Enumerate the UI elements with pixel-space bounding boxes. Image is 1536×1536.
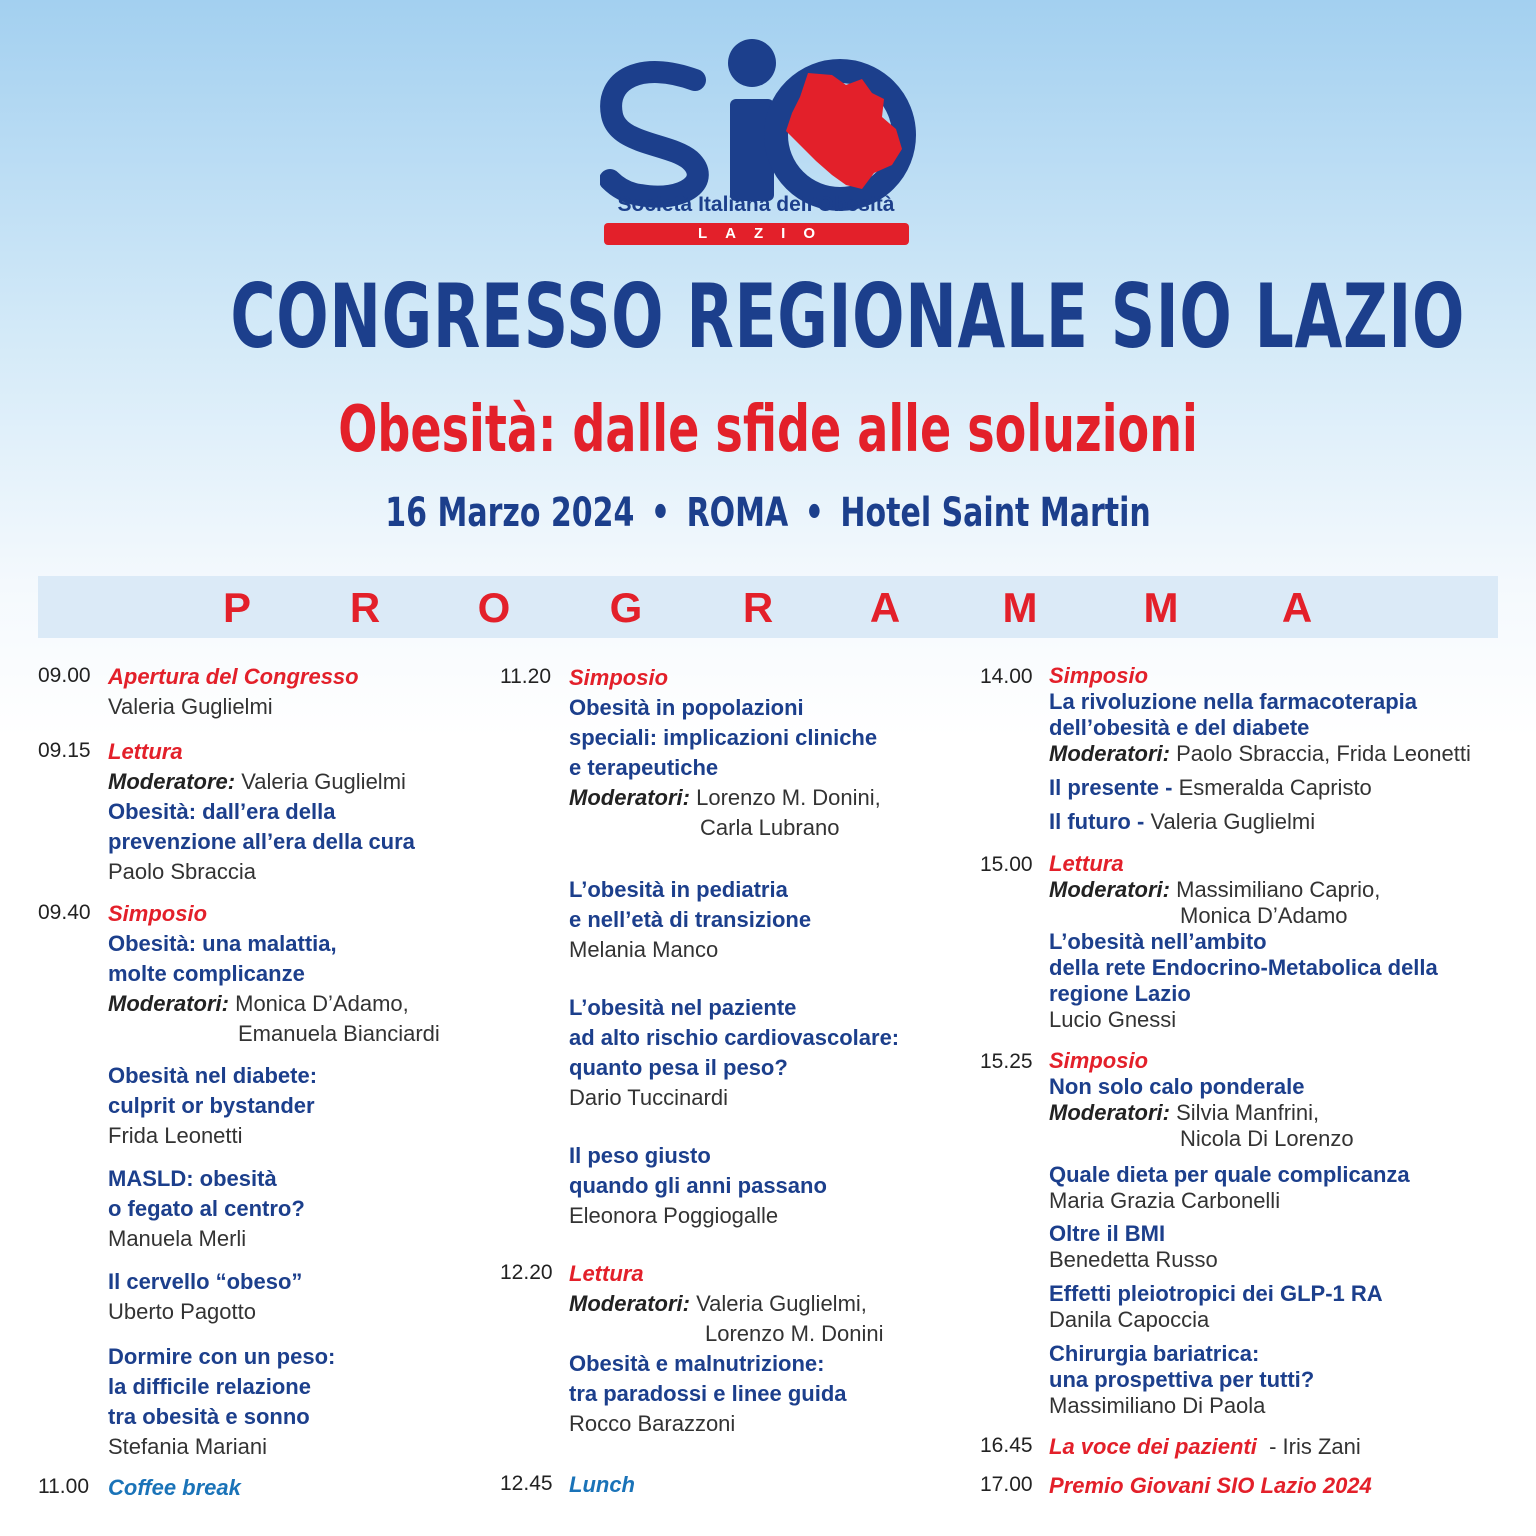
program-letter: P (222, 584, 251, 631)
session-title: Premio Giovani SIO Lazio 2024 (1049, 1473, 1372, 1498)
moderator-label: Moderatori: (1049, 877, 1170, 902)
speaker-name: Massimiliano Di Paola (1049, 1393, 1266, 1418)
session-title: La voce dei pazienti (1049, 1434, 1257, 1459)
session-title: dell’obesità e del diabete (1049, 715, 1310, 740)
talk-entry (569, 993, 899, 1113)
session-kind: Simposio (569, 665, 669, 690)
sio-logo-graphic (600, 35, 920, 250)
talk-title: Dormire con un peso: (108, 1344, 336, 1369)
speaker-name: Paolo Sbraccia (108, 859, 256, 884)
event-title: CONGRESSO REGIONALE SIO LAZIO (230, 265, 1466, 368)
session-title: speciali: implicazioni cliniche (569, 725, 878, 750)
logo-society-name: Società Italiana dell'Obesità (617, 193, 895, 216)
talk-title: Effetti pleiotropici dei GLP-1 RA (1049, 1281, 1383, 1306)
session-entry (569, 663, 881, 843)
talk-title: Il cervello “obeso” (108, 1269, 303, 1294)
talk-title: Il presente - (1049, 775, 1173, 800)
event-subtitle: Obesità: dalle sfide alle soluzioni (338, 393, 1198, 467)
talk-entry (569, 1141, 827, 1231)
moderator-names: Valeria Guglielmi, (696, 1291, 867, 1316)
session-time: 15.00 (980, 853, 1033, 876)
speaker-name: Maria Grazia Carbonelli (1049, 1188, 1281, 1213)
session-title: La rivoluzione nella farmacoterapia (1049, 689, 1418, 714)
talk-title: e nell’età di transizione (569, 907, 812, 932)
session-entry (108, 737, 415, 887)
session-entry (1049, 851, 1438, 1033)
session-time: 15.25 (980, 1050, 1033, 1073)
talk-entry (108, 1267, 302, 1327)
session-time: 16.45 (980, 1434, 1033, 1457)
session-time: 14.00 (980, 665, 1033, 688)
talk-title: L’obesità in pediatria (569, 877, 788, 902)
session-time: 17.00 (980, 1473, 1033, 1496)
program-letter: R (349, 584, 381, 631)
speaker-name: Uberto Pagotto (108, 1299, 256, 1324)
moderator-names: Silvia Manfrini, (1176, 1100, 1320, 1125)
talk-title: ad alto rischio cardiovascolare: (569, 1025, 900, 1050)
session-title: Obesità: una malattia, (108, 931, 337, 956)
moderator-label: Moderatori: (569, 1291, 690, 1316)
moderator-names: Massimiliano Caprio, (1176, 877, 1381, 902)
session-title: Coffee break (108, 1475, 241, 1500)
program-letter: A (869, 584, 901, 631)
event-city: ROMA (686, 490, 789, 536)
session-entry (1049, 1432, 1361, 1462)
talk-title: la difficile relazione (108, 1374, 311, 1399)
talk-title: culprit or bystander (108, 1093, 315, 1118)
session-entry (1049, 1048, 1354, 1152)
session-entry (108, 1473, 241, 1503)
talk-title: Il peso giusto (569, 1143, 711, 1168)
speaker-name: Lucio Gnessi (1049, 1007, 1177, 1032)
session-time: 09.00 (38, 664, 91, 687)
talk-title: Quale dieta per quale complicanza (1049, 1162, 1410, 1187)
talk-title: Obesità e malnutrizione: (569, 1351, 825, 1376)
moderator-names: Nicola Di Lorenzo (1180, 1126, 1354, 1151)
moderator-label: Moderatori: (108, 991, 229, 1016)
program-letter: M (1143, 584, 1179, 631)
talk-title: quando gli anni passano (569, 1173, 827, 1198)
session-title: molte complicanze (108, 961, 305, 986)
program-letter: M (1002, 584, 1038, 631)
talk-title: quanto pesa il peso? (569, 1055, 788, 1080)
talk-title: Obesità nel diabete: (108, 1063, 318, 1088)
talk-title: Il futuro - (1049, 809, 1145, 834)
session-kind: Simposio (108, 901, 208, 926)
talk-entry (1049, 1281, 1383, 1333)
talk-entry (1049, 1341, 1314, 1419)
event-venue: Hotel Saint Martin (840, 490, 1151, 536)
talk-entry (1049, 1162, 1410, 1214)
speaker-name: Danila Capoccia (1049, 1307, 1210, 1332)
speaker-name: Frida Leonetti (108, 1123, 243, 1148)
speaker-name: - Iris Zani (1269, 1434, 1361, 1459)
talk-title: MASLD: obesità (108, 1166, 277, 1191)
talk-title: L’obesità nel paziente (569, 995, 797, 1020)
moderator-names: Lorenzo M. Donini (705, 1321, 884, 1346)
talk-title: L’obesità nell’ambito (1049, 929, 1267, 954)
talk-title: o fegato al centro? (108, 1196, 305, 1221)
speaker-name: Esmeralda Capristo (1178, 775, 1372, 800)
program-letter: O (477, 584, 511, 631)
session-kind: Lettura (569, 1261, 644, 1286)
session-entry (108, 899, 440, 1049)
talk-entry (108, 1164, 305, 1254)
session-entry (1049, 663, 1471, 839)
session-kind: Simposio (1049, 1048, 1149, 1073)
session-time: 12.45 (500, 1472, 553, 1495)
session-title: Obesità in popolazioni (569, 695, 804, 720)
moderator-names: Carla Lubrano (700, 815, 840, 840)
session-kind: Simposio (1049, 663, 1149, 688)
session-entry (108, 662, 359, 722)
session-time: 12.20 (500, 1261, 553, 1284)
session-kind: Lettura (108, 739, 183, 764)
session-entry (569, 1470, 635, 1500)
session-title: Apertura del Congresso (108, 664, 359, 689)
event-dateline (192, 490, 1344, 536)
talk-entry (1049, 1221, 1218, 1273)
speaker-name: Eleonora Poggiogalle (569, 1203, 779, 1228)
session-entry (569, 1259, 884, 1439)
event-date: 16 Marzo 2024 (385, 490, 635, 536)
moderator-names: Lorenzo M. Donini, (696, 785, 881, 810)
talk-title: Obesità: dall’era della (108, 799, 336, 824)
session-title: Lunch (569, 1472, 635, 1497)
speaker-name: Manuela Merli (108, 1226, 247, 1251)
speaker-name: Valeria Guglielmi (108, 694, 273, 719)
bullet-separator: • (650, 490, 671, 536)
talk-title: Oltre il BMI (1049, 1221, 1166, 1246)
moderator-label: Moderatori: (1049, 741, 1170, 766)
speaker-name: Dario Tuccinardi (569, 1085, 728, 1110)
talk-title: Chirurgia bariatrica: (1049, 1341, 1260, 1366)
bullet-separator: • (804, 490, 824, 536)
program-letter: R (742, 584, 774, 631)
speaker-name: Stefania Mariani (108, 1434, 267, 1459)
program-letter: A (1281, 584, 1313, 631)
moderator-label: Moderatori: (569, 785, 690, 810)
program-letter: G (609, 584, 643, 631)
moderator-label: Moderatori: (1049, 1100, 1170, 1125)
moderator-names: Monica D’Adamo (1180, 903, 1348, 928)
session-kind: Lettura (1049, 851, 1124, 876)
moderator-names: Monica D’Adamo, (235, 991, 409, 1016)
speaker-name: Benedetta Russo (1049, 1247, 1218, 1272)
session-entry (1049, 1471, 1372, 1501)
moderator-names: Valeria Guglielmi (241, 769, 406, 794)
session-time: 09.15 (38, 739, 91, 762)
logo-region-bar: LAZIO (604, 223, 909, 245)
talk-entry (108, 1061, 317, 1151)
speaker-name: Valeria Guglielmi (1150, 809, 1316, 834)
moderator-names: Emanuela Bianciardi (238, 1021, 440, 1046)
talk-title: della rete Endocrino-Metabolica della (1049, 955, 1438, 980)
talk-title: prevenzione all’era della cura (108, 829, 415, 854)
talk-title: tra obesità e sonno (108, 1404, 310, 1429)
session-time: 09.40 (38, 901, 91, 924)
moderator-names: Paolo Sbraccia, Frida Leonetti (1176, 741, 1471, 766)
talk-title: regione Lazio (1049, 981, 1191, 1006)
talk-entry (108, 1342, 335, 1462)
session-title: e terapeutiche (569, 755, 719, 780)
moderator-label: Moderatore: (108, 769, 236, 794)
talk-title: tra paradossi e linee guida (569, 1381, 847, 1406)
talk-entry (569, 875, 811, 965)
session-time: 11.00 (38, 1475, 89, 1498)
talk-title: una prospettiva per tutti? (1049, 1367, 1315, 1392)
speaker-name: Rocco Barazzoni (569, 1411, 736, 1436)
session-title: Non solo calo ponderale (1049, 1074, 1305, 1099)
speaker-name: Melania Manco (569, 937, 719, 962)
session-time: 11.20 (500, 665, 551, 688)
